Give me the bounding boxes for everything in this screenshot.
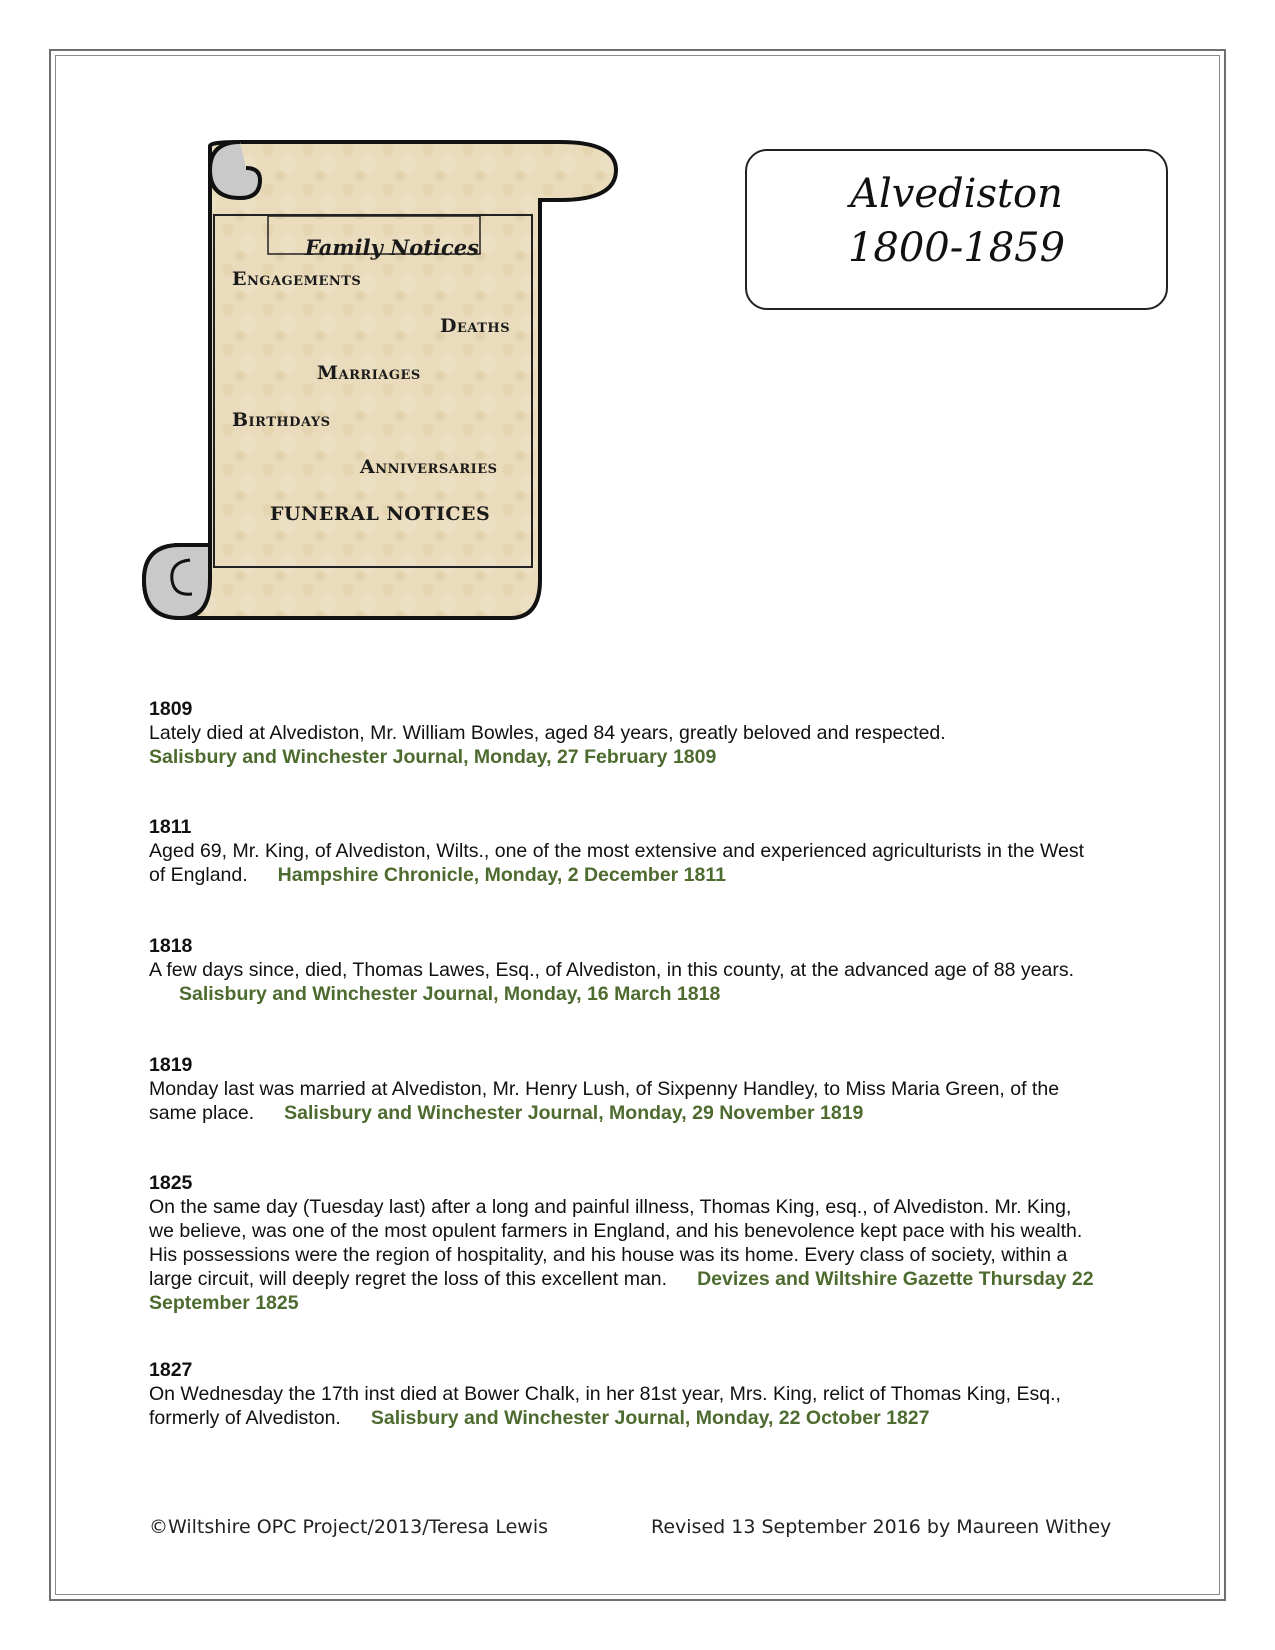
notice-text: On the same day (Tuesday last) after a long and painful illness, Thomas King, esq., of Alvediston. Mr. King, we believe, was one of the most opulent farmers in England, and his benevolence kept pace with his wealth. His possessions were the region of hospitality, and his house was its home. Every class of society, within a large circuit, will deeply regret the loss of this excellent man. [149,1196,1083,1290]
scroll-item-deaths: Deaths [440,315,511,337]
notice-1818 [149,934,1099,1006]
notice-year: 1818 [149,935,193,957]
notice-text: Aged 69, Mr. King, of Alvediston, Wilts., one of the most extensive and experienced agriculturists in the West of England. [149,840,1085,886]
notice-year: 1825 [149,1172,193,1194]
notice-source: Devizes and Wiltshire Gazette Thursday 22 September 1825 [149,1268,1094,1314]
notice-source: Salisbury and Winchester Journal, Monday, 29 November 1819 [284,1102,864,1124]
footer-revised: Revised 13 September 2016 by Maureen Withey [651,1516,1112,1538]
notice-text: Monday last was married at Alvediston, Mr. Henry Lush, of Sixpenny Handley, to Miss Maria Green, of the same place. [149,1078,1060,1124]
footer-copyright: ©Wiltshire OPC Project/2013/Teresa Lewis [149,1516,548,1538]
notice-text: A few days since, died, Thomas Lawes, Esq., of Alvediston, in this county, at the advanced age of 88 years. [149,959,1074,981]
notice-source: Salisbury and Winchester Journal, Monday, 27 February 1809 [149,746,717,768]
scroll-item-birthdays: Birthdays [232,409,331,431]
scroll-item-marriages: Marriages [317,362,421,384]
scroll-item-funeral-notices: FUNERAL NOTICES [270,503,491,525]
notice-1811 [149,815,1099,887]
scroll-item-engagements: Engagements [232,268,362,290]
notice-1819 [149,1053,1099,1125]
notice-year: 1827 [149,1359,193,1381]
notice-source: Hampshire Chronicle, Monday, 2 December 1811 [277,864,726,886]
scroll-graphic [140,140,620,630]
notice-text: On Wednesday the 17th inst died at Bower Chalk, in her 81st year, Mrs. King, relict of Thomas King, Esq., formerly of Alvediston. [149,1383,1061,1429]
notice-1809 [149,697,1099,769]
notice-1825 [149,1171,1099,1315]
notice-year: 1819 [149,1054,193,1076]
place-title: Alvediston [850,171,1063,217]
notice-text: Lately died at Alvediston, Mr. William Bowles, aged 84 years, greatly beloved and respected. [149,722,946,744]
notice-year: 1811 [149,816,192,838]
notice-1827 [149,1358,1099,1430]
years-title: 1800-1859 [847,225,1066,271]
scroll-title: Family Notices [305,235,479,260]
scroll-item-anniversaries: Anniversaries [360,456,498,478]
notice-year: 1809 [149,698,193,720]
title-box [745,149,1168,310]
notice-source: Salisbury and Winchester Journal, Monday, 22 October 1827 [370,1407,930,1429]
notice-source: Salisbury and Winchester Journal, Monday, 16 March 1818 [179,983,721,1005]
